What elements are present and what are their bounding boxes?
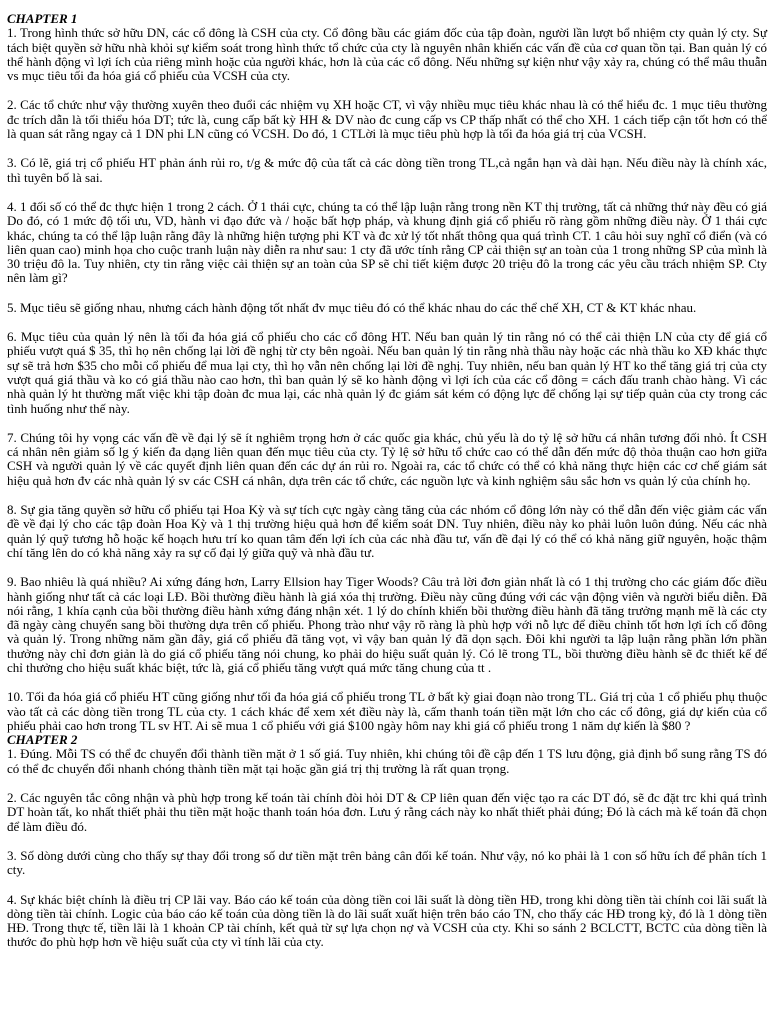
ch1-paragraph-1: 1. Trong hình thức sở hữu DN, các cổ đông là CSH của cty. Cổ đông bầu các giám đốc của tập đoàn, người lần lượt bổ nhiệm cty quản lý cty. Sự tách biệt quyền sở hữu nhà khỏi sự kiểm soát trong hình thức tổ chức của cty là nguyên nhân khiến các vấn đề của cơ quan tồn tại. Ban quản lý có thể hành động vì lợi ích của riêng mình hoặc của người khác, hơn là của các cổ đông. Nếu những sự kiện như vậy xảy ra, chúng có thể mâu thuẫn vs mục tiêu tối đa hóa giá cổ phiếu của VCSH của cty. (7, 25, 767, 84)
ch1-paragraph-5: 5. Mục tiêu sẽ giống nhau, nhưng cách hành động tốt nhất đv mục tiêu đó có thể khác nhau do các thể chế XH, CT & KT khác nhau. (7, 299, 697, 315)
ch1-paragraph-3: 3. Có lẽ, giá trị cổ phiếu HT phản ánh rủi ro, t/g & mức độ của tất cả các dòng tiền trong TL,cả ngắn hạn và dài hạn. Nếu điều này là chính xác, thì tuyên bố là sai. (7, 155, 767, 185)
chapter-2 (7, 733, 767, 950)
ch1-paragraph-2: 2. Các tổ chức như vậy thường xuyên theo đuổi các nhiệm vụ XH hoặc CT, vì vậy nhiều mục tiêu khác nhau là có thể hiểu đc. 1 mục tiêu thường đc trích dẫn là tối thiểu hóa DT; tức là, cung cấp bất kỳ HH & DV nào đc cung cấp vs CP thấp nhất có thể cho XH. 1 cách tiếp cận tốt hơn có thể là quan sát rằng ngay cả 1 DN phi LN cũng có VCSH. Do đó, 1 CTLời là mục tiêu phù hợp là tối đa hóa giá trị của VCSH. (7, 97, 767, 142)
chapter-2-title: CHAPTER 2 (7, 732, 78, 748)
chapter-1 (7, 12, 767, 733)
ch2-paragraph-2: 2. Các nguyên tắc công nhận và phù hợp trong kế toán tài chính đòi hỏi DT & CP liên quan đến việc tạo ra các DT đó, sẽ đc đặt trc khi quá trình DT hoàn tất, ko nhất thiết phải thu tiền mặt hoặc thanh toán hóa đơn. Lưu ý rằng cách này ko nhất thiết phải đúng; Đó là cách mà kế toán đã chọn để làm điều đó. (7, 790, 767, 834)
ch1-paragraph-7: 7. Chúng tôi hy vọng các vấn đề về đại lý sẽ ít nghiêm trọng hơn ở các quốc gia khác, chủ yếu là do tỷ lệ sở hữu cá nhân tương đối nhỏ. Ít CSH cá nhân nên giảm số lg ý kiến đa dạng liên quan đến mục tiêu của cty. Tỷ lệ sở hữu tổ chức cao có thể dẫn đến mức độ thỏa thuận cao hơn giữa CSH và người quản lý về các quyết định liên quan đến các dự án rủi ro. Ngoài ra, các tổ chức có thể có khả năng thực hiện các cơ chế giám sát hiệu quả hơn đv các nhà quản lý sv các CSH cá nhân, dựa trên các tổ chức, các nguồn lực và kinh nghiệm sâu sắc hơn vs quản lý của chính họ. (7, 429, 767, 488)
ch1-paragraph-10: 10. Tối đa hóa giá cổ phiếu HT cũng giống như tối đa hóa giá cổ phiếu trong TL ở bất kỳ giai đoạn nào trong TL. Giá trị của 1 cổ phiếu phụ thuộc vào tất cả các dòng tiền trong TL của cty. 1 cách khác để xem xét điều này là, cấm thanh toán tiền mặt lớn cho các cổ đông, giá dự kiến của cổ phiếu phải cao hơn trong TL sv HT. Ai sẽ mua 1 cổ phiếu với giá $100 ngày hôm nay khi giá cổ phiếu trong 1 năm dự kiến là $80 ? (7, 689, 767, 733)
ch2-paragraph-3: 3. Số dòng dưới cùng cho thấy sự thay đổi trong số dư tiền mặt trên bảng cân đối kế toán. Như vậy, nó ko phải là 1 con số hữu ích để phân tích 1 cty. (7, 847, 767, 878)
ch2-paragraph-1: 1. Đúng. Mỗi TS có thể đc chuyển đổi thành tiền mặt ở 1 số giá. Tuy nhiên, khi chúng tôi đề cập đến 1 TS lưu động, giả định bổ sung rằng TS đó có thể đc chuyển đổi nhanh chóng thành tiền mặt tại hoặc gần giá trị thị trường là rất quan trọng. (7, 746, 767, 776)
ch1-paragraph-8: 8. Sự gia tăng quyền sở hữu cổ phiếu tại Hoa Kỳ và sự tích cực ngày càng tăng của các nhóm cổ đông lớn này có thể dẫn đến việc giảm các vấn đề về đại lý cho các tập đoàn Hoa Kỳ và 1 thị trường hiệu quả hơn để kiểm soát DN. Tuy nhiên, điều này ko phải luôn luôn đúng. Nếu các nhà quản lý quỹ tương hỗ hoặc kế hoạch hưu trí ko quan tâm đến lợi ích của các nhà đầu tư, vấn đề đại lý có thể có khả năng giữ nguyên, hoặc thậm chí tăng lên do có khả năng xảy ra sự cố đại lý giữa quỹ và nhà đầu tư. (7, 502, 767, 560)
ch2-paragraph-4: 4. Sự khác biệt chính là điều trị CP lãi vay. Báo cáo kế toán của dòng tiền coi lãi suất là dòng tiền HĐ, trong khi dòng tiền tài chính coi lãi suất là dòng tiền tài chính. Logic của báo cáo kế toán của dòng tiền là do lãi suất xuất hiện trên báo cáo TN, cho thấy các HĐ trong kỳ, đó là 1 dòng tiền HĐ. Trong thực tế, tiền lãi là 1 khoản CP tài chính, kết quả từ sự lựa chọn nợ và VCSH của cty. Khi so sánh 2 BCLCTT, BCTC của dòng tiền là thước đo phù hợp hơn về hiệu suất của cty vì tính lãi của cty. (7, 891, 767, 950)
ch1-paragraph-9: 9. Bao nhiêu là quá nhiều? Ai xứng đáng hơn, Larry Ellsion hay Tiger Woods? Câu trả lời đơn giản nhất là có 1 thị trường cho các giám đốc điều hành giống như tất cả các loại LĐ. Bồi thường điều hành là giá xóa thị trường. Điều này cũng đúng với các vận động viên và người biểu diễn. Đã nói rằng, 1 khía cạnh của bồi thường điều hành xứng đáng nhận xét. 1 lý do chính khiến bồi thường điều hành đã tăng trưởng mạnh mẽ là các cty đã ngày càng chuyển sang bồi thường dựa trên cổ phiếu. Phong trào như vậy rõ ràng là phù hợp với nỗ lực để điều chỉnh tốt hơn lợi ích cổ đông và quản lý. Trong những năm gần đây, giá cổ phiếu đã tăng vọt, vì vậy ban quản lý đã dọn sạch. Đôi khi người ta lập luận rằng phần lớn phần thưởng này chỉ đơn giản là do giá cổ phiếu tăng nói chung, ko phải do hiệu suất quản lý. Có lẽ trong TL, bồi thường điều hành sẽ đc thiết kế để chỉ thưởng cho hiệu suất khác biệt, tức là, giá cổ phiếu tăng vượt quá mức tăng chung của tt . (7, 574, 767, 675)
ch1-paragraph-4: 4. 1 đối số có thể đc thực hiện 1 trong 2 cách. Ở 1 thái cực, chúng ta có thể lập luận rằng trong nền KT thị trường, tất cả những thứ này đều có giá Do đó, có 1 mức độ tối ưu, VD, hành vi đạo đức và / hoặc bất hợp pháp, và khung định giá cổ phiếu rõ ràng gồm những điều này. Ở 1 thái cực khác, chúng ta có thể lập luận rằng đây là những hiện tượng phi KT và đc xử lý tốt nhất thông qua quá trình CT. 1 câu hỏi suy nghĩ cổ điển (và có liên quan cao) minh họa cho cuộc tranh luận này diễn ra như sau: 1 cty đã ước tính rằng CP cải thiện sự an toàn của 1 trong những SP của mình là 30 triệu đô la. Tuy nhiên, cty tin rằng việc cải thiện sự an toàn của SP sẽ chỉ tiết kiệm được 20 triệu đô la trong các yêu cầu trách nhiệm SP. Cty nên làm gì? (7, 198, 767, 286)
ch1-paragraph-6: 6. Mục tiêu của quản lý nên là tối đa hóa giá cổ phiếu cho các cổ đông HT. Nếu ban quản lý tin rằng nó có thể cải thiện LN của cty để giá cổ phiếu vượt quá $ 35, thì họ nên chống lại lời đề nghị từ cty bên ngoài. Nếu ban quản lý tin rằng nhà thầu này hoặc các nhà thầu ko XĐ khác thực sự sẽ trả hơn $35 cho mỗi cổ phiếu để mua lại cty, thì họ vẫn nên chống lại lời đề nghị. Tuy nhiên, nếu ban quản lý HT ko thể tăng giá trị của cty vượt quá giá thầu và ko có giá thầu nào cao hơn, thì ban quản lý sẽ ko hành động vì lợi ích của các cổ đông = cách đấu tranh chào hàng. Vì các nhà quản lý ht thường mất việc khi tập đoàn đc mua lại, các nhà quản lý đc giám sát kém có động lực để chống lại sự tiếp quản của cty trong các tình huống như thế này. (7, 329, 767, 416)
chapter-1-title: CHAPTER 1 (7, 11, 78, 26)
